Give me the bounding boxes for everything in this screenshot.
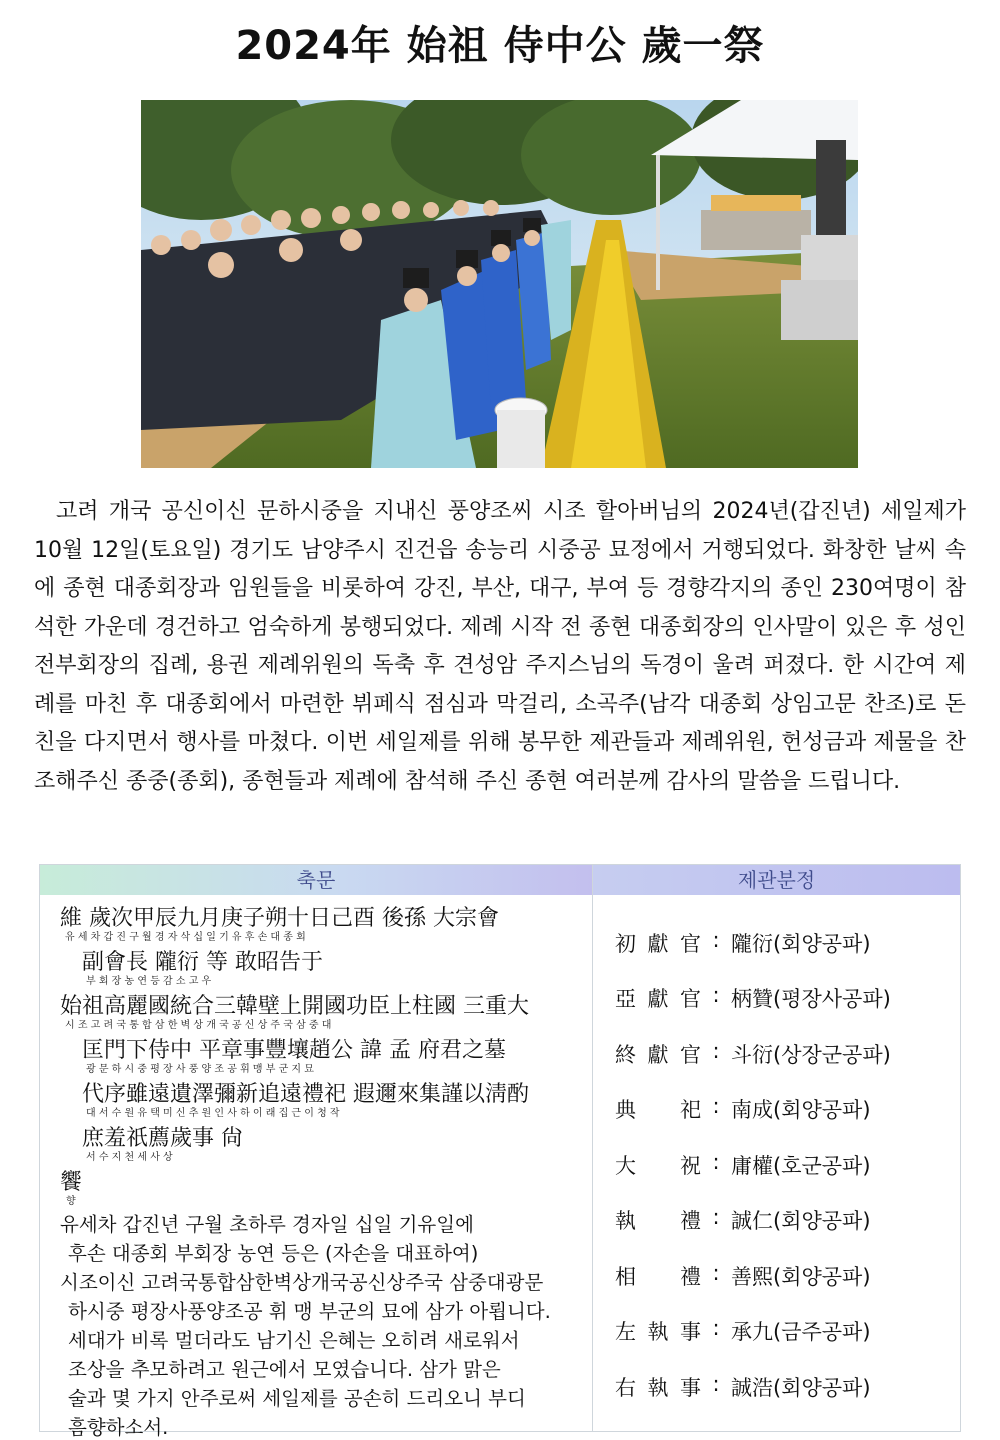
officer-name: 斗衍(상장군공파) [731,1043,891,1067]
chuk-reading-line: 대 서 수 원 유 택 미 신 추 원 인 사 하 이 래 집 근 이 청 작 [86,1108,340,1119]
chuk-reading-line: 서 수 지 천 세 사 상 [86,1152,173,1163]
ceremony-photo [141,100,858,468]
officer-role: 右執事 [615,1376,701,1400]
chuk-korean-line: 세대가 비록 멀더라도 남기신 은혜는 오히려 새로워서 [68,1329,520,1352]
officer-row [615,1094,871,1124]
officer-role: 左執事 [615,1320,701,1344]
officer-name: 誠仁(회양공파) [731,1209,871,1233]
chuk-hanja-line: 代序雖遠遺澤彌新追遠禮祀 遐邇來集謹以淸酌 [82,1082,529,1107]
officer-row [615,1205,871,1235]
chuk-reading-line: 유 세 차 갑 진 구 월 경 자 삭 십 일 기 유 후 손 대 종 회 [65,932,306,943]
officer-role: 初獻官 [615,932,701,956]
officer-role: 終獻官 [615,1043,701,1067]
chuk-korean-line: 술과 몇 가지 안주로써 세일제를 공손히 드리오니 부디 [68,1387,526,1410]
officer-separator: : [712,983,720,1007]
chuk-reading-line: 시 조 고 려 국 통 합 삼 한 벽 상 개 국 공 신 상 주 국 삼 중 대 [65,1020,332,1031]
officer-name: 柄贊(평장사공파) [731,987,891,1011]
officer-separator: : [712,1316,720,1340]
officer-separator: : [712,1094,720,1118]
officer-separator: : [712,1039,720,1063]
chuk-reading-line: 부 회 장 농 연 등 감 소 고 우 [86,976,212,987]
officer-role: 執 禮 [615,1209,701,1233]
chuk-korean-line: 흠향하소서. [68,1416,169,1439]
chuk-korean-line: 하시중 평장사풍양조공 휘 맹 부군의 묘에 삼가 아룁니다. [68,1300,551,1323]
article-paragraph [34,493,966,801]
chukmun-header: 축문 [40,865,592,895]
officer-name: 隴衍(회양공파) [731,932,871,956]
chuk-reading-line: 광 문 하 시 중 평 장 사 풍 양 조 공 휘 맹 부 군 지 묘 [86,1064,314,1075]
officer-role: 相 禮 [615,1265,701,1289]
officer-row [615,1039,891,1069]
officer-separator: : [712,1372,720,1396]
officer-row [615,983,891,1013]
officer-name: 承九(금주공파) [731,1320,871,1344]
chuk-hanja-line: 饗 [60,1170,83,1195]
chuk-korean-line: 유세차 갑진년 구월 초하루 경자일 십일 기유일에 [60,1213,474,1236]
officer-row [615,1316,871,1346]
officer-separator: : [712,1150,720,1174]
officer-name: 庸權(호군공파) [731,1154,871,1178]
chuk-hanja-line: 維 歲次甲辰九月庚子朔十日己酉 後孫 大宗會 [60,906,499,931]
officer-role: 大 祝 [615,1154,701,1178]
officer-name: 善熙(회양공파) [731,1265,871,1289]
column-divider [592,865,593,1431]
chuk-hanja-line: 副會長 隴衍 等 敢昭告于 [82,950,323,975]
officer-row [615,1261,871,1291]
chuk-korean-line: 후손 대종회 부회장 농연 등은 (자손을 대표하여) [68,1242,479,1265]
officer-row [615,928,871,958]
article-text: 고려 개국 공신이신 문하시중을 지내신 풍양조씨 시조 할아버님의 2024년(갑진년) 세일제가 10월 12일(토요일) 경기도 남양주시 진건읍 송능리 시중공 묘정에서 거행되었다. 화창한 날씨 속에 종현 대종회장과 임원들을 비롯하여 강진, 부산, 대구, 부여 등 경향각지의 종인 230여명이 참석한 가운데 경건하고 엄숙하게 봉행되었다. 제례 시작 전 종현 대종회장의 인사말이 있은 후 성인 전부회장의 집례, 용권 제례위원의 독축 후 견성암 주지스님의 독경이 울려 퍼졌다. 한 시간여 제례를 마친 후 대종회에서 마련한 뷔페식 점심과 막걸리, 소곡주(남각 대종회 상임고문 찬조)로 돈친을 다지면서 행사를 마쳤다. 이번 세일제를 위해 봉무한 제관들과 제례위원, 헌성금과 제물을 찬조해주신 종중(종회), 종현들과 제례에 참석해 주신 종현 여러분께 감사의 말씀을 드립니다. [34,499,966,794]
officer-separator: : [712,1205,720,1229]
ceremony-table [39,864,961,1439]
chuk-hanja-line: 始祖高麗國統合三韓壁上開國功臣上柱國 三重大 [60,994,529,1019]
officer-role: 亞獻官 [615,987,701,1011]
officer-row [615,1150,871,1180]
officer-name: 誠浩(회양공파) [731,1376,871,1400]
officer-separator: : [712,1261,720,1285]
page-title: 2024年 始祖 侍中公 歲一祭 [235,23,765,69]
chuk-korean-line: 조상을 추모하려고 원근에서 모였습니다. 삼가 맑은 [68,1358,501,1381]
chuk-korean-line: 시조이신 고려국통합삼한벽상개국공신상주국 삼중대광문 [60,1271,544,1294]
officer-name: 南成(회양공파) [731,1098,871,1122]
chuk-reading-line: 향 [66,1196,76,1207]
officer-role: 典 祀 [615,1098,701,1122]
chuk-hanja-line: 庶羞祇薦歲事 尙 [82,1126,243,1151]
officer-row [615,1372,871,1402]
officers-header: 제관분정 [593,865,960,895]
officer-separator: : [712,928,720,952]
chuk-hanja-line: 匡門下侍中 平章事豐壤趙公 諱 孟 府君之墓 [82,1038,506,1063]
